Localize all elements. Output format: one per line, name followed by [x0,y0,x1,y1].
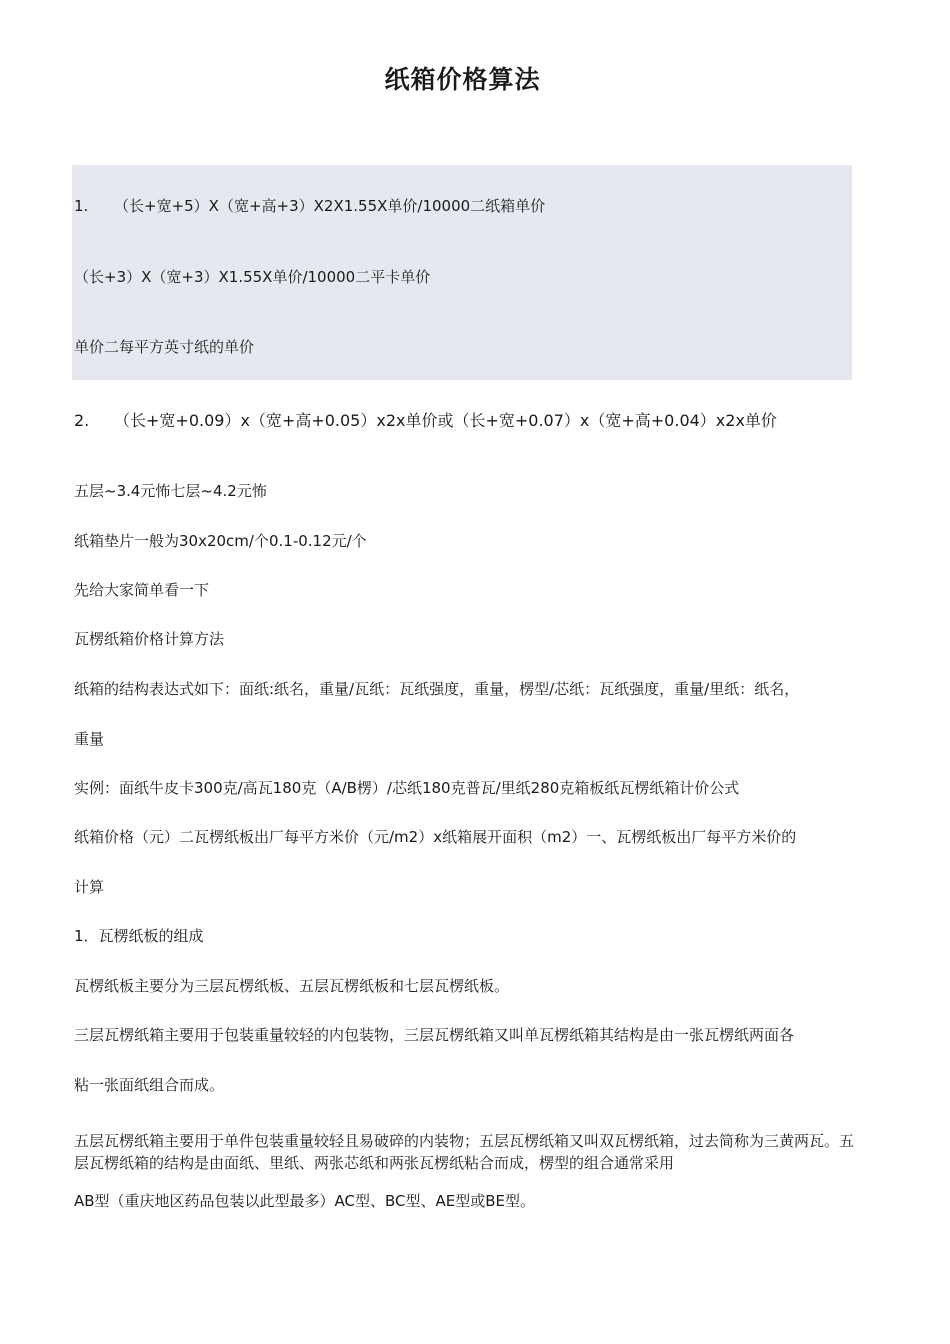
text-line: 纸箱垫片一般为30x20cm/个0.1-0.12元/个 [74,532,367,550]
text-line: 三层瓦楞纸箱主要用于包装重量较轻的内包装物，三层瓦楞纸箱又叫单瓦楞纸箱其结构是由一张瓦楞纸两面各 [74,1026,795,1044]
text-line: AB型（重庆地区药品包装以此型最多）AC型、BC型、AE型或BE型。 [74,1192,536,1210]
formula-flat-card-line: （长+3）X（宽+3）X1.55X单价/10000二平卡单价 [74,268,431,286]
formula-2-number: 2. [74,411,90,430]
formula-2-line [74,408,777,431]
section-heading: 瓦楞纸箱价格计算方法 [74,630,225,648]
text-line: 先给大家简单看一下 [74,581,210,599]
text-line: 纸箱价格（元）二瓦楞纸板出厂每平方米价（元/m2）x纸箱展开面积（m2）一、瓦楞纸板出厂每平方米价的 [74,828,797,846]
subsection-heading: 1．瓦楞纸板的组成 [74,927,204,945]
page-title: 纸箱价格算法 [384,65,541,94]
five-layer-paragraph: 五层瓦楞纸箱主要用于单件包装重量较轻且易破碎的内装物；五层瓦楞纸箱又叫双瓦楞纸箱，过去简称为三黄两瓦。五层瓦楞纸箱的结构是由面纸、里纸、两张芯纸和两张瓦楞纸粘合而成，楞型的组合通常采用 [74,1132,855,1172]
text-line: 粘一张面纸组合而成。 [74,1076,225,1094]
formula-1-text: （长+宽+5）X（宽+高+3）X2X1.55X单价/10000二纸箱单价 [114,197,546,215]
formula-1-number: 1. [74,197,89,215]
formula-unit-price-line: 单价二每平方英寸纸的单价 [74,338,255,356]
text-line: 纸箱的结构表达式如下：面纸:纸名，重量/瓦纸：瓦纸强度，重量，楞型/芯纸：瓦纸强度，重量/里纸：纸名， [74,680,800,698]
text-line: 实例：面纸牛皮卡300克/高瓦180克（A/B楞）/芯纸180克普瓦/里纸280克箱板纸瓦楞纸箱计价公式 [74,779,740,797]
text-line: 瓦楞纸板主要分为三层瓦楞纸板、五层瓦楞纸板和七层瓦楞纸板。 [74,977,510,995]
text-line: 重量 [74,730,105,748]
formula-1-line [74,195,545,216]
text-line: 五层~3.4元怖七层~4.2元怖 [74,482,267,500]
formula-2-text: （长+宽+0.09）x（宽+高+0.05）x2x单价或（长+宽+0.07）x（宽+高+0.04）x2x单价 [114,411,777,430]
text-line: 计算 [74,878,105,896]
